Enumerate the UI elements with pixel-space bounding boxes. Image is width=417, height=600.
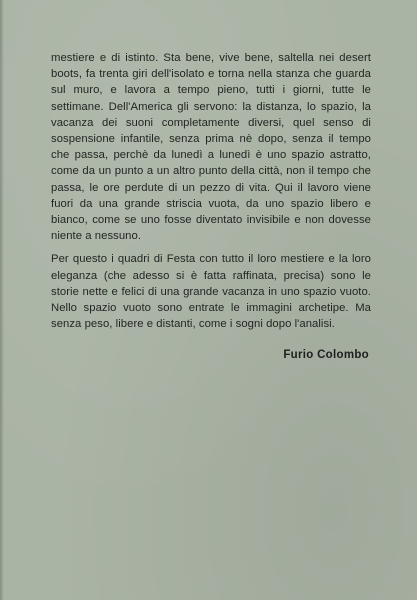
essay-text [51,50,371,332]
paragraph-1: mestiere e di istinto. Sta bene, vive bene, saltella nei desert boots, fa trenta giri dell'isolato e torna nella stanza che guarda sul muro, e lavora a tempo pieno, tutti i giorni, tutte le settimane. Dell'America gli servono: la distanza, lo spazio, la vacanza dei suoni completamente diversi, quel senso di sospensione infantile, senza prima nè dopo, senza il tempo che passa, perchè da lunedì a lunedì è uno spazio astratto, come da un punto a un altro punto della città, non il tempo che passa, le ore perdute di un pezzo di vita. Qui il lavoro viene fuori da una grande striscia vuota, da uno spazio libero e bianco, come se uno fosse diventato invisibile e non dovesse niente a nessuno. [51,52,371,243]
paragraph-2: Per questo i quadri di Festa con tutto il loro mestiere e la loro eleganza (che adesso si è fatta raffinata, precisa) sono le storie nette e felici di una grande vacanza in uno spazio vuoto. Nello spazio vuoto sono entrate le immagini archetipe. Ma senza peso, libere e distanti, come i sogni dopo l'analisi. [51,253,371,331]
author-signature: Furio Colombo [283,349,369,361]
page-edge-shadow [0,0,4,600]
